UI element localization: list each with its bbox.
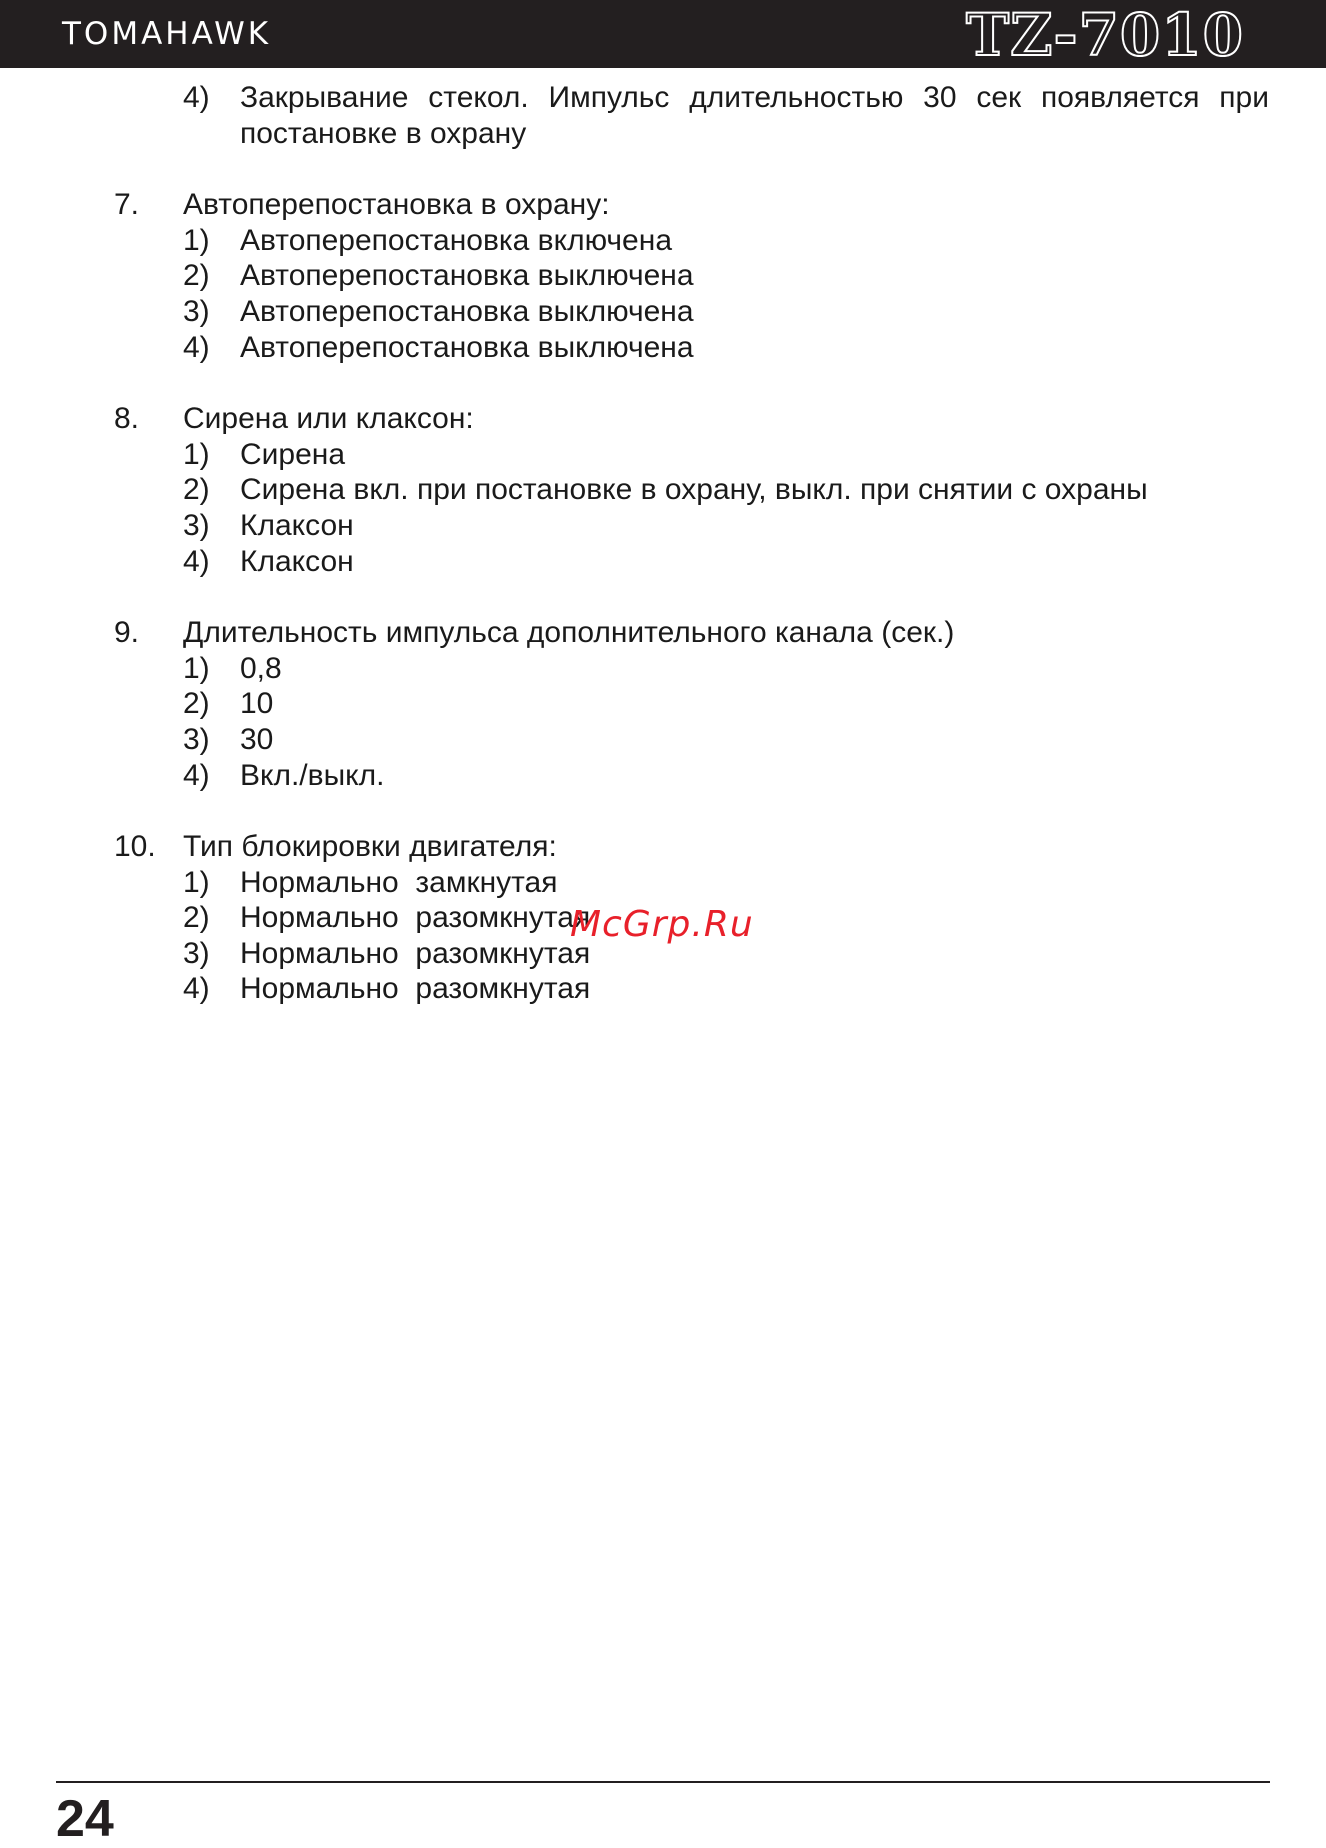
item-text: Закрывание стекол. Импульс длительностью 30 сек появляется при постановке в охрану [240, 81, 1269, 150]
item-text: 10 [240, 687, 274, 721]
item-text: Сирена вкл. при постановке в охрану, выкл. при снятии с охраны [240, 473, 1148, 507]
item-number: 3) [183, 936, 210, 970]
list-item [0, 80, 1326, 151]
section-heading [0, 187, 1326, 223]
item-number: 4) [183, 81, 210, 114]
item-text: Автоперепостановка выключена [240, 259, 694, 293]
brand-logo: TOMAHAWK [62, 16, 272, 52]
item-number: 3) [183, 294, 210, 328]
list-item [0, 258, 1326, 294]
list-item [0, 686, 1326, 722]
item-number: 1) [183, 223, 210, 257]
item-number: 3) [183, 508, 210, 542]
model-title: TZ-7010 [966, 1, 1244, 69]
continuation-item [0, 80, 1326, 151]
item-text: 30 [240, 722, 274, 756]
item-number: 1) [183, 651, 210, 685]
item-number: 2) [183, 687, 210, 721]
item-text: Автоперепостановка выключена [240, 294, 694, 328]
section-heading [0, 829, 1326, 865]
list-item [0, 294, 1326, 330]
item-number: 2) [183, 901, 210, 935]
section-title: Длительность импульса дополнительного канала (сек.) [183, 616, 955, 650]
item-text: Нормально разомкнутая [240, 936, 591, 970]
item-number: 4) [183, 972, 210, 1006]
section-7 [0, 187, 1326, 365]
section-9 [0, 615, 1326, 793]
item-number: 4) [183, 330, 210, 364]
section-number: 9. [114, 616, 140, 650]
section-title: Автоперепостановка в охрану: [183, 188, 610, 222]
page-header [0, 0, 1326, 68]
item-text: Сирена [240, 437, 346, 471]
list-item [0, 651, 1326, 687]
list-item [0, 544, 1326, 580]
section-title: Тип блокировки двигателя: [183, 830, 557, 864]
section-heading [0, 401, 1326, 437]
page-number: 24 [56, 1790, 114, 1848]
document-body [0, 80, 1326, 1043]
list-item [0, 508, 1326, 544]
section-heading [0, 615, 1326, 651]
list-item [0, 472, 1326, 508]
section-number: 7. [114, 188, 140, 222]
item-number: 1) [183, 437, 210, 471]
section-title: Сирена или клаксон: [183, 402, 474, 436]
item-text: Нормально разомкнутая [240, 972, 591, 1006]
item-text: Автоперепостановка включена [240, 223, 672, 257]
list-item [0, 865, 1326, 901]
list-item [0, 223, 1326, 259]
footer-divider [56, 1781, 1270, 1783]
list-item [0, 722, 1326, 758]
list-item [0, 330, 1326, 366]
item-text: Вкл./выкл. [240, 758, 385, 792]
item-number: 1) [183, 865, 210, 899]
item-text: Клаксон [240, 544, 354, 578]
item-text: Нормально разомкнутая [240, 901, 591, 935]
section-number: 10. [114, 830, 156, 864]
item-number: 2) [183, 473, 210, 507]
item-text: 0,8 [240, 651, 282, 685]
list-item [0, 437, 1326, 473]
item-number: 4) [183, 544, 210, 578]
item-number: 4) [183, 758, 210, 792]
item-text: Нормально замкнутая [240, 865, 558, 899]
section-number: 8. [114, 402, 140, 436]
item-text: Клаксон [240, 508, 354, 542]
item-text: Автоперепостановка выключена [240, 330, 694, 364]
item-number: 3) [183, 722, 210, 756]
list-item [0, 971, 1326, 1007]
item-number: 2) [183, 259, 210, 293]
list-item [0, 758, 1326, 794]
section-8 [0, 401, 1326, 579]
watermark: McGrp.Ru [570, 904, 754, 945]
